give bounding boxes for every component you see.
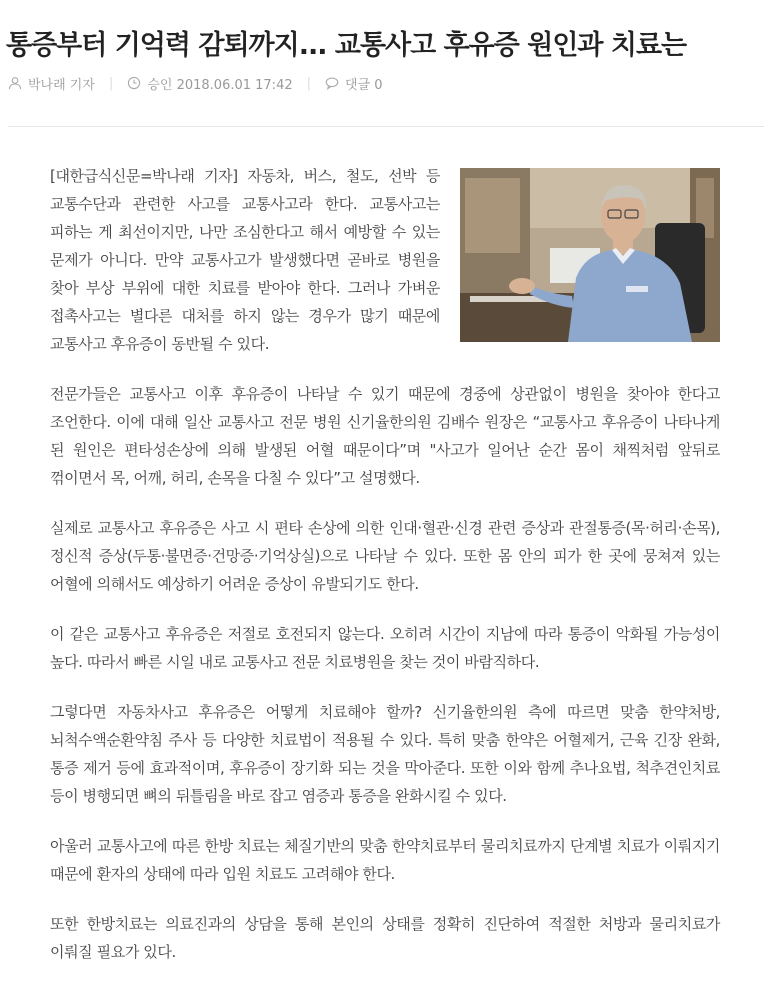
article-title: 통증부터 기억력 감퇴까지... 교통사고 후유증 원인과 치료는: [6, 30, 687, 62]
header-divider: [8, 126, 764, 127]
article-paragraph: 전문가들은 교통사고 이후 후유증이 나타날 수 있기 때문에 경중에 상관없이 병원을 찾아야 한다고 조언한다. 이에 대해 일산 교통사고 전문 병원 신기율한의원 김배수 원장은 “교통사고 후유증이 나타나게 된 원인은 편타성손상에 의해 발생된 어혈 때문이다”며 "사고가 일어난 순간 몸이 채찍처럼 앞뒤로 꺾이면서 목, 어깨, 허리, 손목을 다칠 수 있다”고 설명했다.: [50, 385, 720, 487]
user-icon: [8, 76, 22, 90]
clock-icon: [127, 76, 141, 90]
article-paragraph: [대한급식신문=박나래 기자] 자동차, 버스, 철도, 선박 등 교통수단과 관련한 사고를 교통사고라 한다. 교통사고는 피하는 게 최선이지만, 나만 조심한다고 해서 예방할 수 있는 문제가 아니다. 만약 교통사고가 발생했다면 곧바로 병원을 찾아 부상 부위에 대한 치료를 받아야 한다. 그러나 가벼운 접촉사고는 별다른 대처를 하지 않는 경우가 많기 때문에 교통사고 후유증이 동반될 수 있다.: [50, 167, 440, 353]
article-paragraph: 또한 한방치료는 의료진과의 상담을 통해 본인의 상태를 정확히 진단하여 적절한 처방과 물리치료가 이뤄질 필요가 있다.: [50, 915, 720, 961]
approved-time: 승인 2018.06.01 17:42: [147, 77, 293, 93]
comments-meta[interactable]: [325, 74, 383, 93]
approved-meta: [127, 74, 292, 93]
meta-divider: |: [108, 75, 114, 91]
article-body: [50, 162, 720, 988]
article-paragraph: 그렇다면 자동차사고 후유증은 어떻게 치료해야 할까? 신기율한의원 측에 따르면 맞춤 한약처방, 뇌척수액순환약침 주사 등 다양한 치료법이 적용될 수 있다. 특히 맞춤 한약은 어혈제거, 근육 긴장 완화, 통증 제거 등에 효과적이며, 후유증이 장기화 되는 것을 막아준다. 또한 이와 함께 추나요법, 척추견인치료 등이 병행되면 뼈의 뒤틀림을 바로 잡고 염증과 통증을 완화시킬 수 있다.: [50, 703, 720, 805]
comment-count[interactable]: 댓글 0: [345, 77, 383, 93]
article-photo: [460, 168, 720, 342]
author-name[interactable]: 박나래 기자: [28, 77, 95, 93]
meta-divider: |: [306, 75, 311, 91]
article-paragraph: 아울러 교통사고에 따른 한방 치료는 체질기반의 맞춤 한약치료부터 물리치료까지 단계별 치료가 이뤄지기 때문에 환자의 상태에 따라 입원 치료도 고려해야 한다.: [50, 837, 720, 883]
article-paragraph: 실제로 교통사고 후유증은 사고 시 편타 손상에 의한 인대·혈관·신경 관련 증상과 관절통증(목·허리·손목), 정신적 증상(두통·불면증·건망증·기억상실)으로 나타날 수 있다. 또한 몸 안의 피가 한 곳에 뭉쳐져 있는 어혈에 의해서도 예상하기 어려운 증상이 유발되기도 한다.: [50, 519, 720, 593]
comment-icon: [325, 76, 339, 90]
article-meta: [8, 72, 383, 94]
article-paragraph: 이 같은 교통사고 후유증은 저절로 호전되지 않는다. 오히려 시간이 지남에 따라 통증이 악화될 가능성이 높다. 따라서 빠른 시일 내로 교통사고 전문 치료병원을 찾는 것이 바람직하다.: [50, 625, 720, 671]
author-meta: [8, 74, 95, 93]
